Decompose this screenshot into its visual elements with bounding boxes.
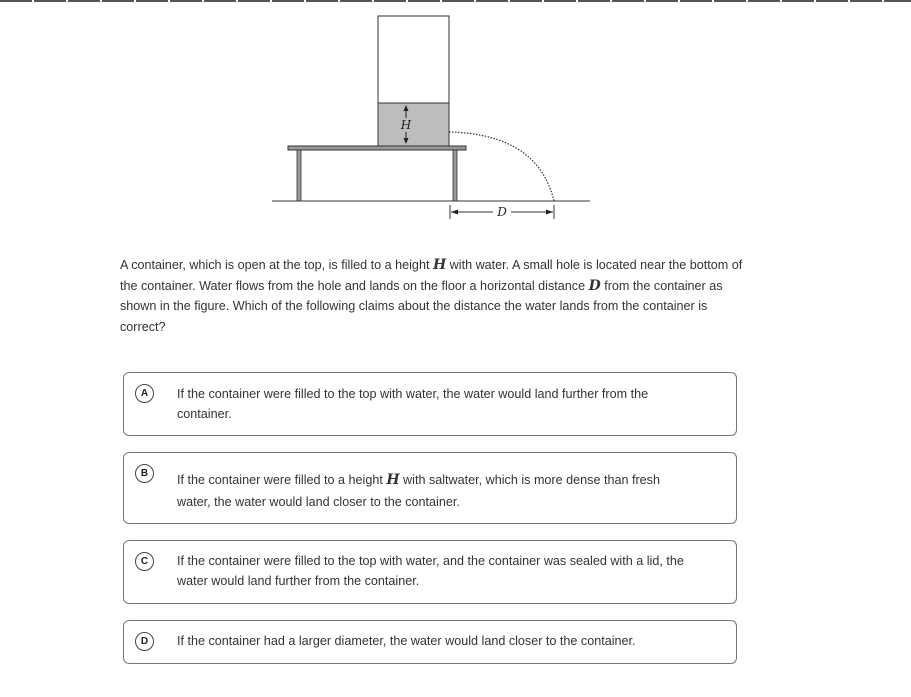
table-top [288, 146, 466, 150]
option-b-text-before: If the container were filled to a height [177, 473, 387, 487]
question-text [120, 255, 750, 337]
water-trajectory [449, 132, 554, 201]
question-part-1: A container, which is open at the top, is filled to a height [120, 258, 433, 272]
option-d-text: If the container had a larger diameter, the water would land closer to the container. [177, 634, 636, 648]
table-leg-left [297, 150, 301, 201]
question-var-d: D [588, 277, 601, 294]
option-a-text: If the container were filled to the top with water, the water would land further from the container. [177, 387, 649, 421]
option-a[interactable] [123, 372, 737, 436]
question-part-2: with water. A small hole is located near the bottom of the container. Water flows from the hole and lands on the floor a horizontal distance [120, 258, 743, 293]
table-leg-right [453, 150, 457, 201]
top-border [0, 0, 911, 2]
height-label: H [400, 118, 412, 132]
option-c[interactable] [123, 540, 737, 604]
option-c-text: If the container were filled to the top with water, and the container was sealed with a lid, the water would land further from the container. [177, 554, 684, 588]
distance-label: D [497, 205, 507, 219]
option-a-letter: A [135, 384, 154, 403]
option-b[interactable] [123, 452, 737, 524]
option-b-text-after: with saltwater, which is more dense than fresh water, the water would land closer to the container. [177, 473, 660, 509]
option-d[interactable] [123, 620, 737, 664]
option-d-letter: D [135, 632, 154, 651]
option-b-letter: B [135, 464, 154, 483]
option-b-var: H [386, 472, 400, 488]
option-c-letter: C [135, 552, 154, 571]
question-var-h: H [432, 257, 447, 273]
question-part-3: from the container as shown in the figure. Which of the following claims about the distance the water lands from the container is correct? [120, 278, 723, 334]
physics-figure [268, 10, 598, 225]
option-b-text [177, 469, 697, 513]
